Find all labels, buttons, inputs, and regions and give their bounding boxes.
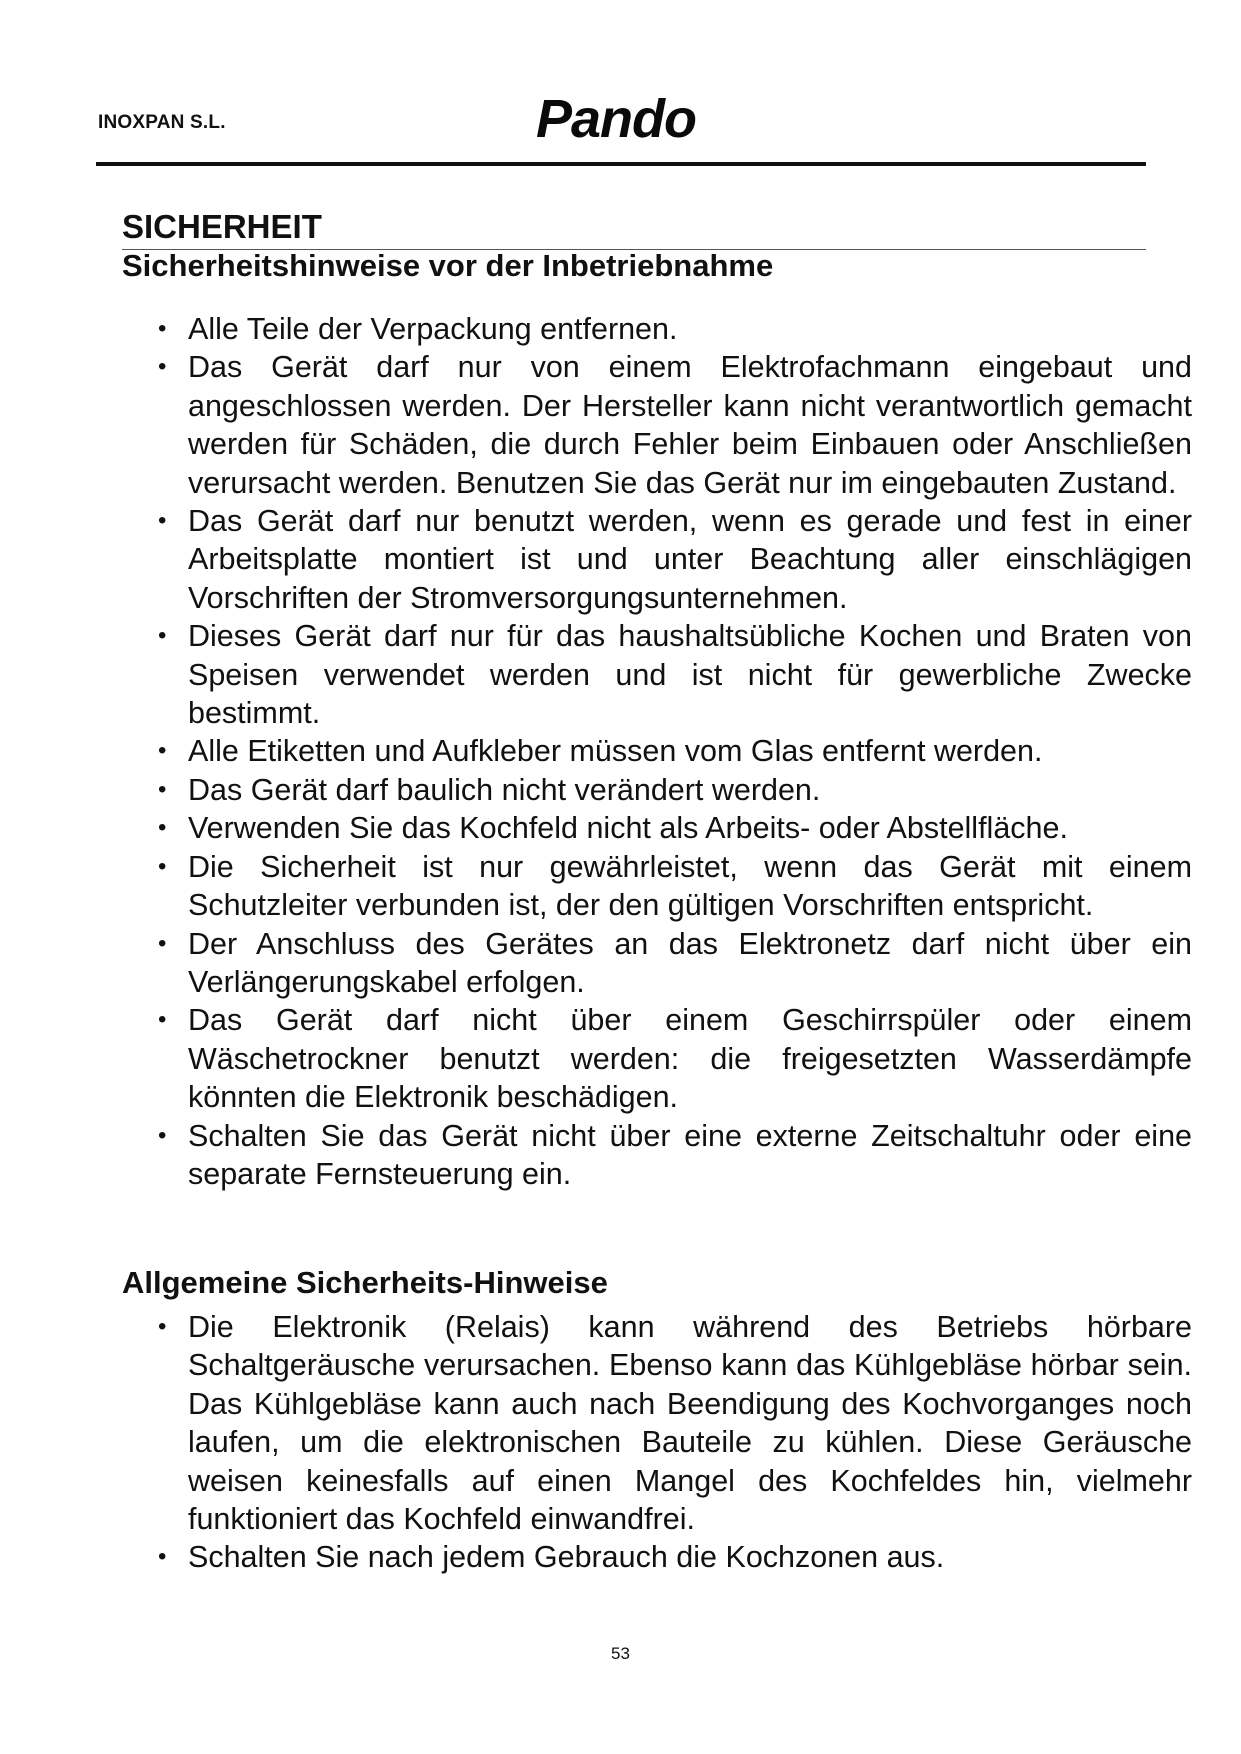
list-item: • Verwenden Sie das Kochfeld nicht als Arbeits- oder Abstellfläche. (150, 809, 1192, 847)
list-item: • Dieses Gerät darf nur für das haushaltsübliche Kochen und Braten von Speisen verwendet werden und ist nicht für gewerbliche Zwecke bestimmt. (150, 617, 1192, 732)
section-title: SICHERHEIT (122, 208, 322, 245)
list-item: • Die Elektronik (Relais) kann während des Betriebs hörbare Schaltgeräusche verursachen. Ebenso kann das Kühlgebläse hörbar sein. Das Kühlgebläse kann auch nach Beendigung des Kochvorganges noch laufen, um die elektronischen Bauteile zu kühlen. Diese Geräusche weisen keinesfalls auf einen Mangel des Kochfeldes hin, vielmehr funktioniert das Kochfeld einwandfrei. (150, 1308, 1192, 1538)
subsection-title: Sicherheitshinweise vor der Inbetriebnahme (122, 248, 774, 283)
brand-logo: Pando (536, 89, 697, 149)
list-item: • Schalten Sie das Gerät nicht über eine externe Zeitschaltuhr oder eine separate Fernsteuerung ein. (150, 1117, 1192, 1194)
list-item: • Das Gerät darf baulich nicht verändert werden. (150, 771, 1192, 809)
list-item: • Die Sicherheit ist nur gewährleistet, wenn das Gerät mit einem Schutzleiter verbunden ist, der den gültigen Vorschriften entspricht. (150, 848, 1192, 925)
list-item: • Das Gerät darf nicht über einem Geschirrspüler oder einem Wäschetrockner benutzt werden: die freigesetzten Wasserdämpfe könnten die Elektronik beschädigen. (150, 1001, 1192, 1116)
list-item: • Alle Teile der Verpackung entfernen. (150, 310, 1192, 348)
safety-list (150, 310, 1192, 1193)
company-name: INOXPAN S.L. (98, 112, 226, 133)
page-number: 53 (611, 1644, 630, 1663)
list-item: • Das Gerät darf nur von einem Elektrofachmann eingebaut und angeschlossen werden. Der Hersteller kann nicht verantwortlich gemacht werden für Schäden, die durch Fehler beim Einbauen oder Anschließen verursacht werden. Benutzen Sie das Gerät nur im eingebauten Zustand. (150, 348, 1192, 502)
general-safety-title: Allgemeine Sicherheits-Hinweise (122, 1265, 608, 1300)
list-item: • Schalten Sie nach jedem Gebrauch die Kochzonen aus. (150, 1538, 1192, 1576)
list-item: • Alle Etiketten und Aufkleber müssen vom Glas entfernt werden. (150, 732, 1192, 770)
general-safety-list (150, 1308, 1192, 1577)
list-item: • Das Gerät darf nur benutzt werden, wenn es gerade und fest in einer Arbeitsplatte montiert ist und unter Beachtung aller einschlägigen Vorschriften der Stromversorgungsunternehmen. (150, 502, 1192, 617)
header-divider (96, 162, 1146, 166)
list-item: • Der Anschluss des Gerätes an das Elektronetz darf nicht über ein Verlängerungskabel erfolgen. (150, 925, 1192, 1002)
